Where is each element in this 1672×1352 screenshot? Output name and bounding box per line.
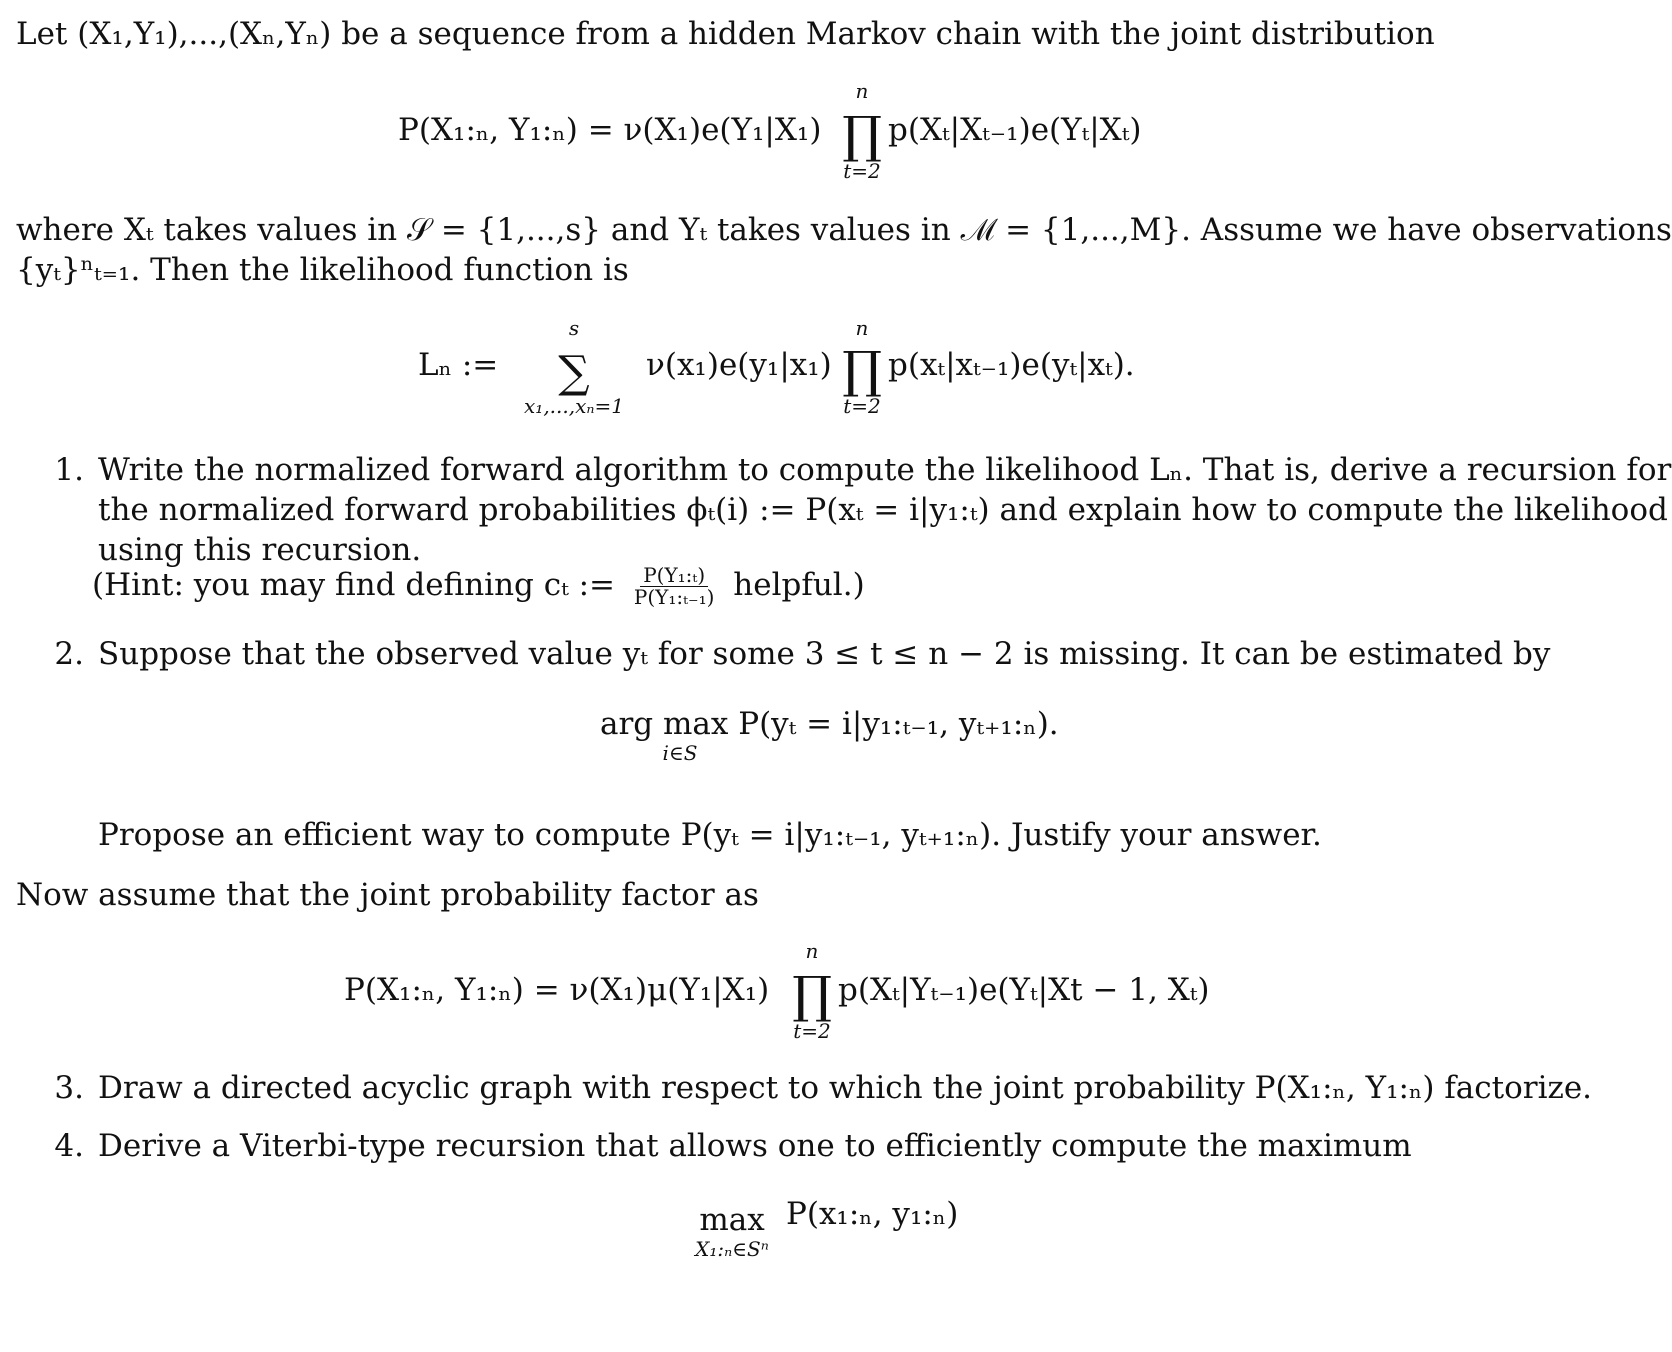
question-3-number: 3.	[54, 1070, 84, 1106]
hint-fraction-numerator: P(Y₁:ₜ)	[640, 565, 708, 587]
eq1-rhs: p(Xₜ|Xₜ₋₁)e(Yₜ|Xₜ)	[888, 112, 1142, 148]
equation-likelihood-svg	[0, 315, 1672, 425]
question-1-line-3: using this recursion.	[98, 532, 422, 568]
question-3-text: Draw a directed acyclic graph with respect to which the joint probability P(X₁:ₙ, Y₁:ₙ) factorize.	[98, 1070, 1593, 1106]
question-1-text-1: Write the normalized forward algorithm to compute the likelihood Lₙ. That is, derive a recursion for	[98, 452, 1672, 488]
max-operator: max	[699, 1202, 765, 1238]
question-3-line	[40, 1068, 1592, 1110]
eq3-lhs: P(X₁:ₙ, Y₁:ₙ) = ν(X₁)μ(Y₁|X₁)	[344, 972, 770, 1008]
equation-joint-distribution	[0, 80, 1672, 190]
max-expression: P(x₁:ₙ, y₁:ₙ)	[786, 1196, 959, 1232]
question-2-line-1	[40, 634, 1550, 676]
eq3-product-symbol: ∏	[792, 966, 832, 1024]
eq2-sum-top: s	[568, 316, 580, 340]
eq3-prod-bottom: t=2	[793, 1019, 831, 1043]
argmax-subscript: i∈S	[662, 741, 698, 765]
eq2-prod-top: n	[855, 316, 869, 340]
hint-suffix: helpful.)	[733, 567, 865, 603]
question-2-text-1: Suppose that the observed value yₜ for some 3 ≤ t ≤ n − 2 is missing. It can be estimated by	[98, 636, 1551, 672]
equation-likelihood	[0, 315, 1672, 425]
eq2-product-symbol: ∏	[842, 341, 882, 399]
hint-fraction-denominator: P(Y₁:ₜ₋₁)	[633, 585, 715, 609]
equation-joint-alt	[0, 940, 1672, 1050]
eq1-prod-bottom: t=2	[843, 159, 881, 183]
question-2-number: 2.	[54, 636, 84, 672]
eq2-sum-bottom: x₁,...,xₙ=1	[524, 394, 624, 418]
eq1-product-symbol: ∏	[842, 106, 882, 164]
eq2-sum-symbol: ∑	[558, 347, 590, 398]
eq3-prod-top: n	[805, 940, 819, 963]
eq2-mid: ν(x₁)e(y₁|x₁)	[646, 347, 832, 383]
question-4-text: Derive a Viterbi-type recursion that allows one to efficiently compute the maximum	[98, 1128, 1412, 1164]
hint-prefix: (Hint: you may find defining cₜ :=	[92, 567, 616, 603]
question-1-hint	[92, 565, 865, 608]
intro-line: Let (X₁,Y₁),...,(Xₙ,Yₙ) be a sequence from a hidden Markov chain with the joint distribution	[16, 16, 1435, 52]
equation-argmax-svg	[0, 700, 1672, 770]
eq2-rhs: p(xₜ|xₜ₋₁)e(yₜ|xₜ).	[888, 347, 1135, 383]
question-4-line	[40, 1126, 1412, 1168]
question-2-line-2: Propose an efficient way to compute P(yₜ = i|y₁:ₜ₋₁, yₜ₊₁:ₙ). Justify your answer.	[98, 817, 1322, 853]
question-1-line-2: the normalized forward probabilities ϕₜ(i) := P(xₜ = i|y₁:ₜ) and explain how to compute the likelihood	[98, 492, 1668, 528]
eq1-prod-top: n	[855, 80, 869, 103]
hint-fraction	[631, 565, 718, 608]
equation-argmax	[0, 700, 1672, 770]
eq2-prod-bottom: t=2	[843, 394, 881, 418]
max-subscript: X₁:ₙ∈Sⁿ	[695, 1237, 769, 1261]
question-1-number: 1.	[54, 452, 84, 488]
eq1-lhs: P(X₁:ₙ, Y₁:ₙ) = ν(X₁)e(Y₁|X₁)	[398, 112, 822, 148]
equation-max-svg	[0, 1190, 1672, 1270]
equation-joint-alt-svg	[0, 940, 1672, 1050]
eq3-rhs: p(Xₜ|Yₜ₋₁)e(Yₜ|Xt − 1, Xₜ)	[838, 972, 1210, 1008]
argmax-expression: arg max P(yₜ = i|y₁:ₜ₋₁, yₜ₊₁:ₙ).	[600, 706, 1059, 742]
eq2-lhs: Lₙ :=	[418, 347, 499, 383]
equation-max	[0, 1190, 1672, 1270]
now-assume-line: Now assume that the joint probability factor as	[16, 877, 759, 913]
question-1-line-1	[40, 450, 1671, 492]
where-line-2: {yₜ}ⁿₜ₌₁. Then the likelihood function is	[16, 252, 629, 288]
question-4-number: 4.	[54, 1128, 84, 1164]
where-line-1: where Xₜ takes values in 𝒮 = {1,...,s} and Yₜ takes values in ℳ = {1,...,M}. Assume we have observations	[16, 212, 1672, 248]
equation-joint-distribution-svg	[0, 80, 1672, 190]
